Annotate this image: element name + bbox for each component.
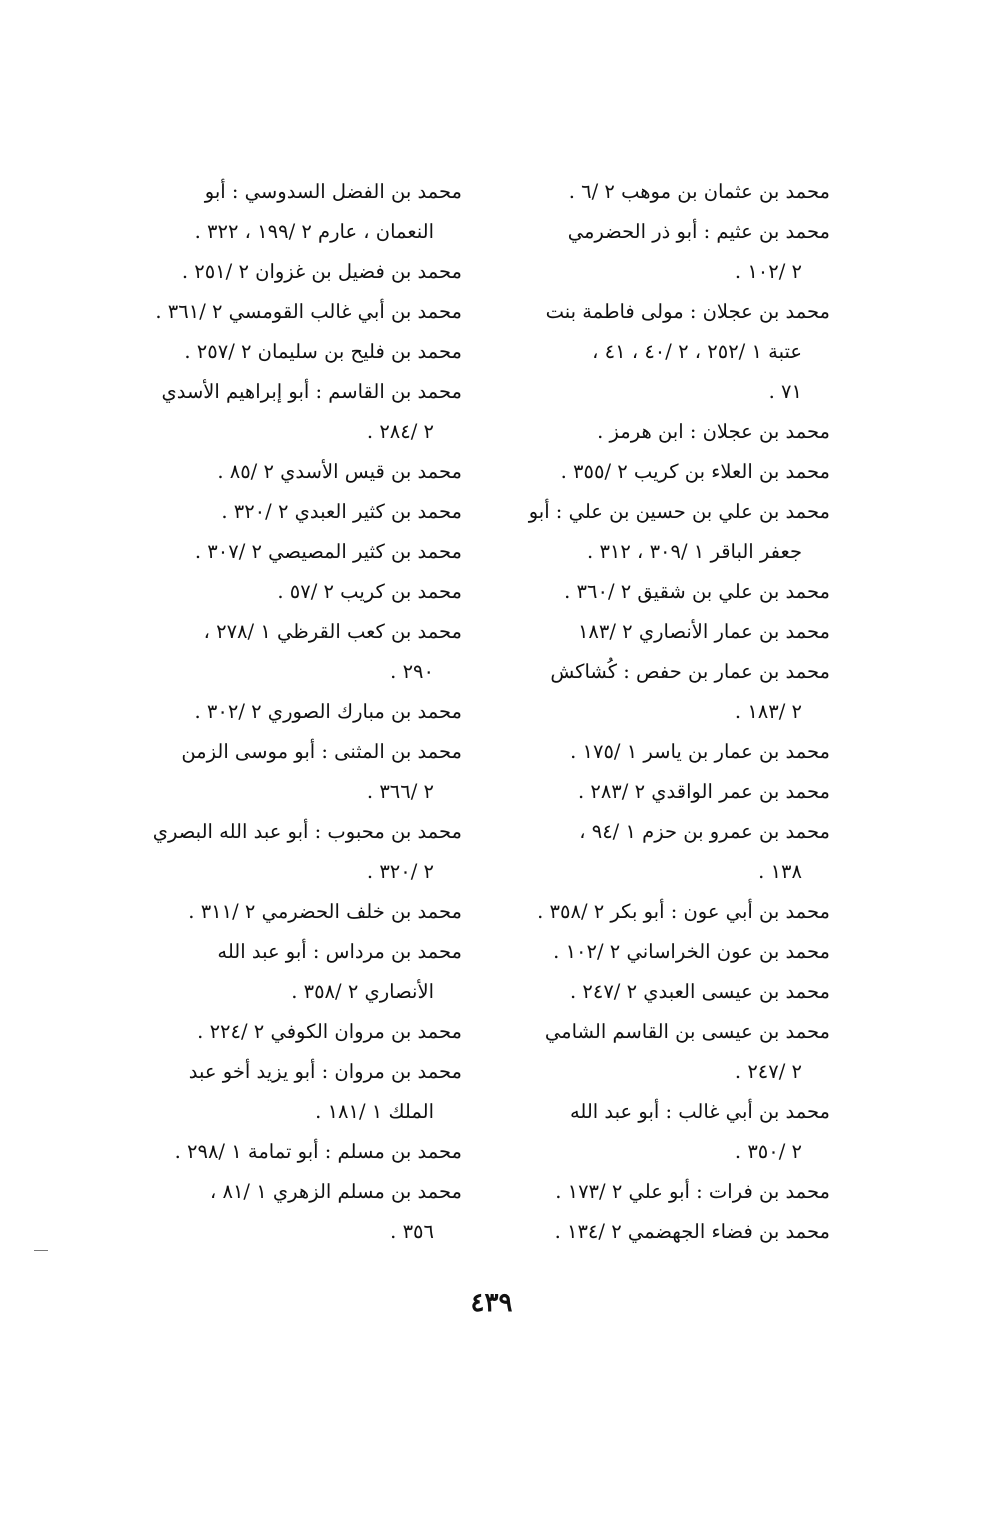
entry-line: محمد بن محبوب : أبو عبد الله البصري — [152, 820, 462, 843]
entry-continuation-line: ٢ /٢٤٧ . — [734, 1060, 802, 1083]
entry-continuation-line: ٢٩٠ . — [390, 660, 434, 683]
entry-line: محمد بن الفضل السدوسي : أبو — [204, 180, 462, 203]
entry-continuation-line: ١٣٨ . — [758, 860, 802, 883]
entry-line: محمد بن فرات : أبو علي ٢ /١٧٣ . — [555, 1180, 830, 1203]
entry-line: محمد بن عون الخراساني ٢ /١٠٢ . — [553, 940, 830, 963]
entry-continuation-line: ٣٥٦ . — [390, 1220, 434, 1243]
entry-line: محمد بن القاسم : أبو إبراهيم الأسدي — [161, 380, 462, 403]
entry-continuation-line: عتبة ١ /٢٥٢ ، ٢ /٤٠ ، ٤١ ، — [592, 340, 802, 363]
index-entry — [500, 612, 830, 652]
entry-continuation-line: ٢ /١٠٢ . — [734, 260, 802, 283]
entry-line: محمد بن عثيم : أبو ذر الحضرمي — [567, 220, 830, 243]
index-entry — [132, 812, 462, 892]
index-entry — [132, 932, 462, 1012]
index-entry — [132, 1012, 462, 1052]
index-column-right — [500, 172, 830, 1252]
index-entry — [132, 292, 462, 332]
entry-continuation-line: ٢ /٣٢٠ . — [366, 860, 434, 883]
entry-line: محمد بن قيس الأسدي ٢ /٨٥ . — [217, 460, 462, 483]
margin-mark — [34, 1250, 48, 1251]
entry-line: محمد بن أبي عون : أبو بكر ٢ /٣٥٨ . — [537, 900, 830, 923]
entry-line: محمد بن المثنى : أبو موسى الزمن — [181, 740, 462, 763]
entry-line: محمد بن مبارك الصوري ٢ /٣٠٢ . — [194, 700, 462, 723]
entry-continuation-line: ٧١ . — [768, 380, 802, 403]
index-entry — [500, 292, 830, 412]
index-entry — [500, 772, 830, 812]
entry-line: محمد بن عجلان : مولى فاطمة بنت — [545, 300, 830, 323]
entry-line: محمد بن أبي غالب : أبو عبد الله — [569, 1100, 830, 1123]
entry-line: محمد بن عمر الواقدي ٢ /٢٨٣ . — [577, 780, 830, 803]
index-entry — [132, 332, 462, 372]
index-entry — [132, 1132, 462, 1172]
entry-line: محمد بن علي بن شقيق ٢ /٣٦٠ . — [564, 580, 830, 603]
entry-line: محمد بن كثير المصيصي ٢ /٣٠٧ . — [194, 540, 462, 563]
entry-line: محمد بن عثمان بن موهب ٢ /٦ . — [568, 180, 830, 203]
entry-line: محمد بن فضيل بن غزوان ٢ /٢٥١ . — [181, 260, 462, 283]
entry-line: محمد بن فضاء الجهضمي ٢ /١٣٤ . — [554, 1220, 830, 1243]
index-entry — [500, 932, 830, 972]
entry-line: محمد بن عيسى بن القاسم الشامي — [544, 1020, 830, 1043]
page-number: ٤٣٩ — [470, 1288, 513, 1318]
index-entry — [132, 252, 462, 292]
index-entry — [500, 1212, 830, 1252]
index-entry — [132, 612, 462, 692]
index-entry — [132, 372, 462, 452]
entry-line: محمد بن خلف الحضرمي ٢ /٣١١ . — [188, 900, 462, 923]
index-entry — [132, 1172, 462, 1252]
index-entry — [500, 172, 830, 212]
index-entry — [132, 452, 462, 492]
index-entry — [132, 892, 462, 932]
entry-line: محمد بن عجلان : ابن هرمز . — [597, 420, 830, 443]
index-entry — [132, 492, 462, 532]
index-column-left — [132, 172, 462, 1252]
index-entry — [132, 1052, 462, 1132]
entry-line: محمد بن عمار بن ياسر ١ /١٧٥ . — [570, 740, 830, 763]
entry-line: محمد بن أبي غالب القومسي ٢ /٣٦١ . — [155, 300, 462, 323]
index-entry — [500, 812, 830, 892]
entry-line: محمد بن عيسى العبدي ٢ /٢٤٧ . — [569, 980, 830, 1003]
entry-continuation-line: جعفر الباقر ١ /٣٠٩ ، ٣١٢ . — [587, 540, 802, 563]
entry-line: محمد بن مسلم : أبو تمامة ١ /٢٩٨ . — [174, 1140, 462, 1163]
entry-continuation-line: ٢ /٣٦٦ . — [366, 780, 434, 803]
index-entry — [132, 692, 462, 732]
entry-line: محمد بن عمار الأنصاري ٢ /١٨٣ — [577, 620, 830, 643]
entry-line: محمد بن كثير العبدي ٢ /٣٢٠ . — [221, 500, 462, 523]
index-entry — [500, 572, 830, 612]
index-entry — [500, 1012, 830, 1092]
index-entry — [500, 652, 830, 732]
entry-line: محمد بن علي بن حسين بن علي : أبو — [528, 500, 830, 523]
entry-line: محمد بن فليح بن سليمان ٢ /٢٥٧ . — [184, 340, 462, 363]
entry-line: محمد بن مرداس : أبو عبد الله — [217, 940, 462, 963]
entry-continuation-line: ٢ /٣٥٠ . — [734, 1140, 802, 1163]
index-entry — [500, 212, 830, 292]
index-entry — [500, 732, 830, 772]
index-entry — [132, 572, 462, 612]
entry-line: محمد بن مروان الكوفي ٢ /٢٢٤ . — [197, 1020, 462, 1043]
entry-continuation-line: ٢ /١٨٣ . — [734, 700, 802, 723]
index-entry — [500, 492, 830, 572]
index-entry — [500, 412, 830, 452]
entry-line: محمد بن عمرو بن حزم ١ /٩٤ ، — [579, 820, 830, 843]
entry-line: محمد بن عمار بن حفص : كُشاكش — [550, 660, 830, 683]
entry-line: محمد بن مروان : أبو يزيد أخو عبد — [188, 1060, 462, 1083]
index-entry — [500, 1172, 830, 1212]
entry-continuation-line: النعمان ، عارم ٢ /١٩٩ ، ٣٢٢ . — [194, 220, 434, 243]
index-entry — [500, 972, 830, 1012]
entry-line: محمد بن كعب القرظي ١ /٢٧٨ ، — [203, 620, 462, 643]
entry-continuation-line: ٢ /٢٨٤ . — [366, 420, 434, 443]
index-entry — [500, 892, 830, 932]
entry-line: محمد بن كريب ٢ /٥٧ . — [277, 580, 462, 603]
entry-continuation-line: الأنصاري ٢ /٣٥٨ . — [291, 980, 434, 1003]
index-entry — [132, 532, 462, 572]
entry-line: محمد بن العلاء بن كريب ٢ /٣٥٥ . — [560, 460, 830, 483]
index-entry — [500, 452, 830, 492]
entry-continuation-line: الملك ١ /١٨١ . — [315, 1100, 434, 1123]
index-entry — [500, 1092, 830, 1172]
index-entry — [132, 172, 462, 252]
index-entry — [132, 732, 462, 812]
entry-line: محمد بن مسلم الزهري ١ /٨١ ، — [209, 1180, 462, 1203]
